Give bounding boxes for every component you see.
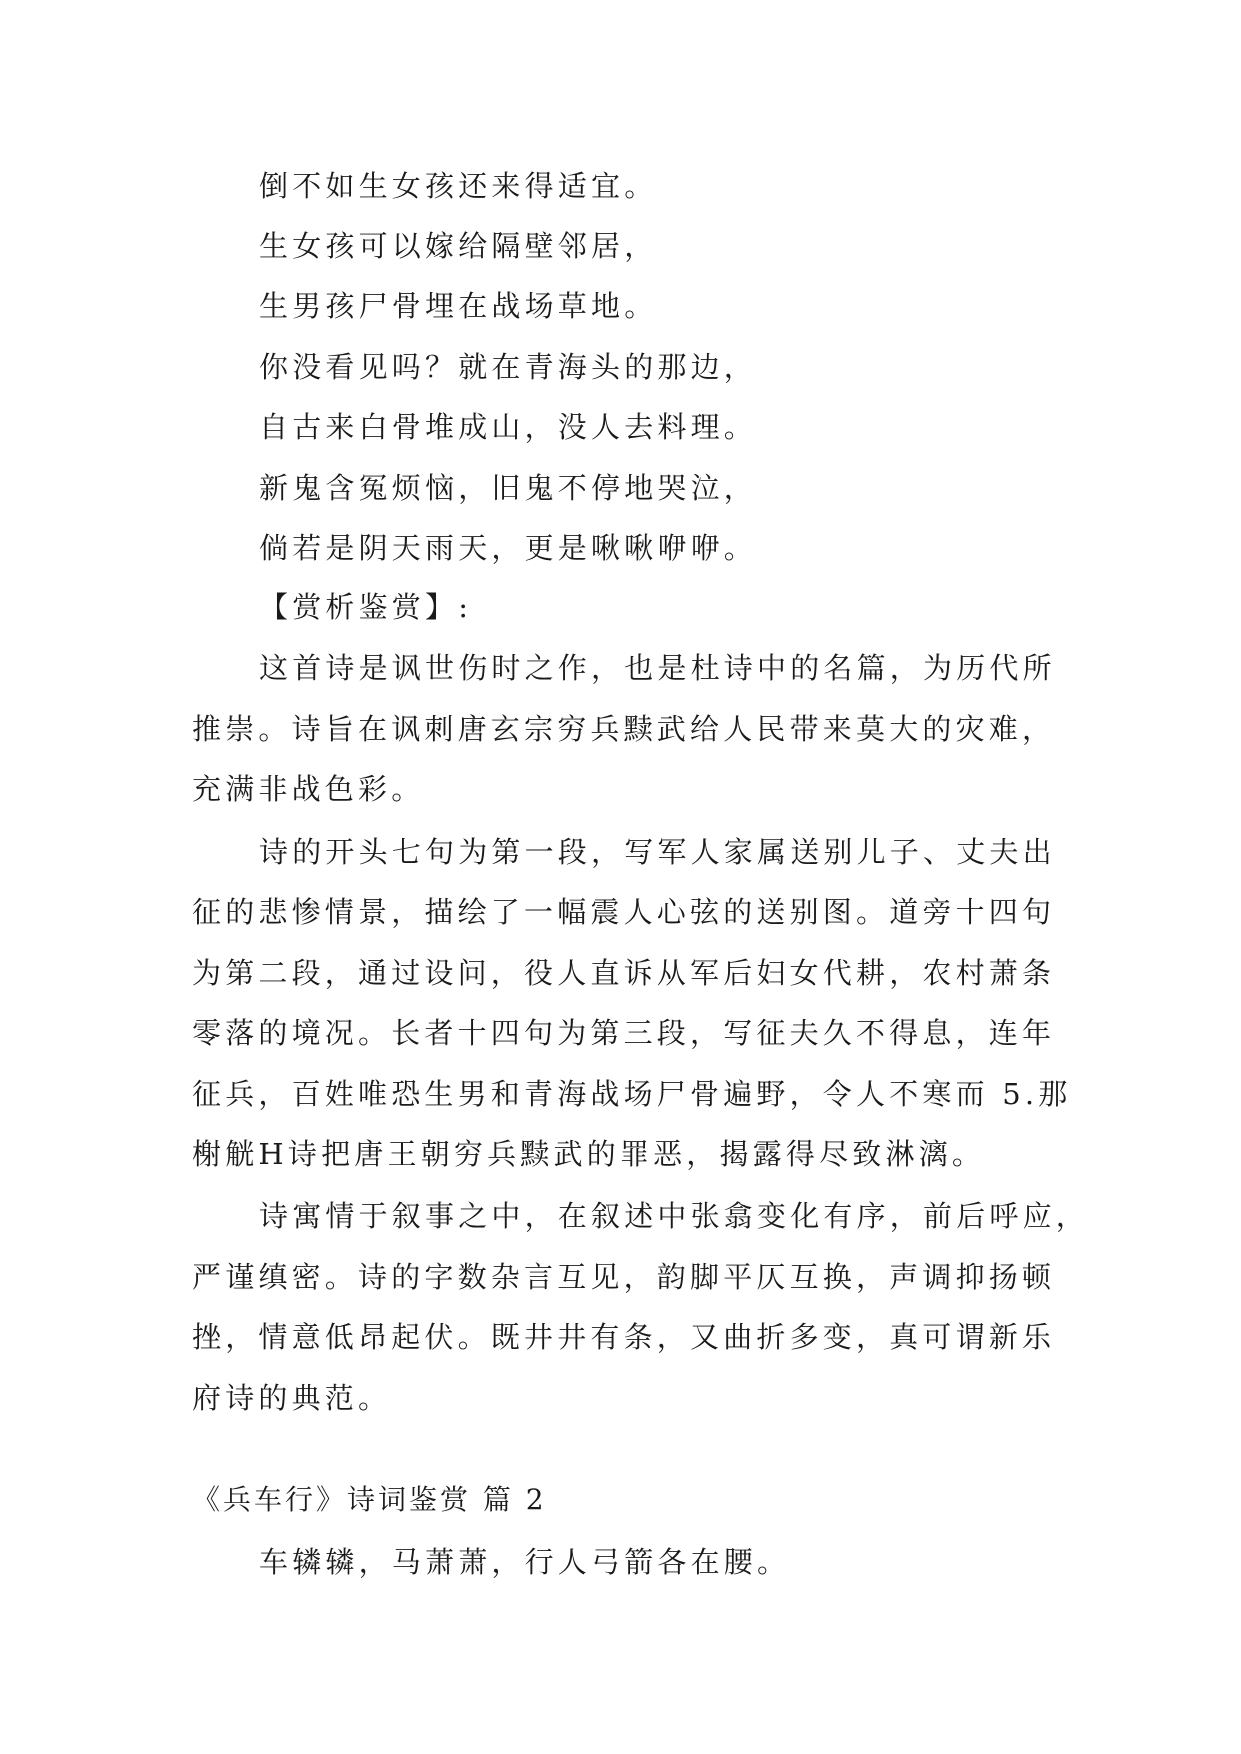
paragraph-line: 征的悲惨情景，描绘了一幅震人心弦的送别图。道旁十四句	[192, 895, 1056, 929]
paragraph-line: 这首诗是讽世伤时之作，也是杜诗中的名篇，为历代所	[259, 651, 1056, 685]
paragraph-line: 推崇。诗旨在讽刺唐玄宗穷兵黩武给人民带来莫大的灾难，	[192, 712, 1056, 746]
paragraph-line: 零落的境况。长者十四句为第三段，写征夫久不得息，连年	[192, 1016, 1056, 1050]
paragraph-line: 府诗的典范。	[192, 1381, 392, 1415]
poem-line: 新鬼含冤烦恼，旧鬼不停地哭泣，	[259, 471, 758, 505]
poem-line: 自古来白骨堆成山，没人去料理。	[259, 410, 758, 444]
paragraph-line: 诗的开头七句为第一段，写军人家属送别儿子、丈夫出	[259, 835, 1056, 869]
section-title: 《兵车行》诗词鉴赏 篇 2	[192, 1483, 547, 1516]
paragraph-line: 榭觥H诗把唐王朝穷兵黩武的罪恶，揭露得尽致淋漓。	[192, 1137, 986, 1171]
paragraph-line: 充满非战色彩。	[192, 772, 425, 806]
appreciation-label: 【赏析鉴赏】:	[259, 590, 473, 624]
poem-line: 倘若是阴天雨天，更是啾啾咿咿。	[259, 531, 758, 565]
poem-line: 生女孩可以嫁给隔壁邻居，	[259, 229, 658, 263]
paragraph-line: 诗寓情于叙事之中，在叙述中张翕变化有序，前后呼应，	[259, 1199, 1090, 1233]
poem-line: 生男孩尸骨埋在战场草地。	[259, 289, 658, 323]
poem-line: 车辚辚，马萧萧，行人弓箭各在腰。	[259, 1545, 791, 1579]
paragraph-line: 为第二段，通过设问，役人直诉从军后妇女代耕，农村萧条	[192, 956, 1056, 990]
paragraph-line: 挫，情意低昂起伏。既井井有条，又曲折多变，真可谓新乐	[192, 1320, 1056, 1354]
poem-line: 倒不如生女孩还来得适宜。	[259, 169, 658, 203]
paragraph-line: 严谨缜密。诗的字数杂言互见，韵脚平仄互换，声调抑扬顿	[192, 1260, 1056, 1294]
paragraph-line: 征兵，百姓唯恐生男和青海战场尸骨遍野，令人不寒而 5.那	[192, 1077, 1072, 1111]
poem-line: 你没看见吗？就在青海头的那边，	[259, 350, 758, 384]
